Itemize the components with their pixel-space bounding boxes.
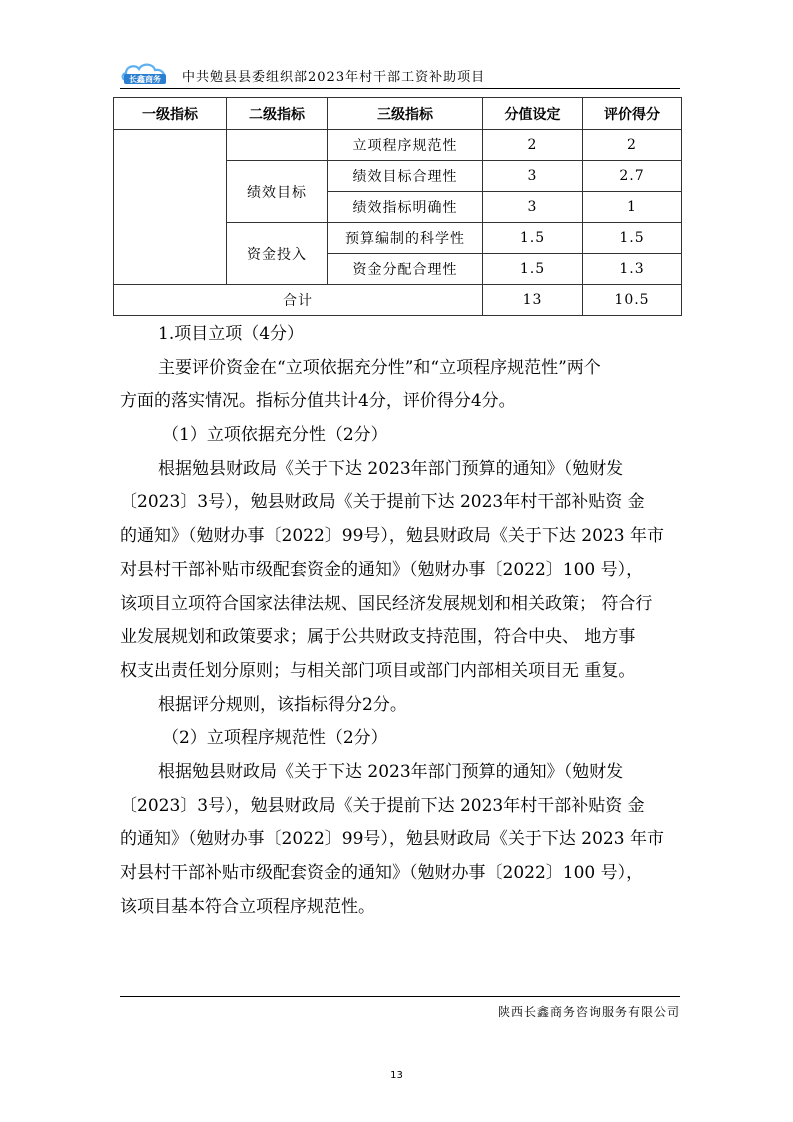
indicator-cell: 资金分配合理性 [328,254,483,285]
body-text [120,318,685,924]
body-line: 〔2023〕3号），勉县财政局《关于提前下达 2023年村干部补贴资 金 [120,492,645,513]
header-divider [120,88,680,89]
level2-cell: 资金投入 [227,223,328,285]
footer-company: 陕西长鑫商务咨询服务有限公司 [497,1005,680,1019]
score-set-cell: 1.5 [483,254,583,285]
total-score-set-cell: 13 [483,285,583,316]
body-line: 的通知》（勉财办事〔2022〕99号），勉县财政局《关于下达 2023 年市 [120,526,664,547]
body-line: 对县村干部补贴市级配套资金的通知》（勉财办事〔2022〕100 号）， [120,863,644,883]
table-total-row [114,285,682,316]
level2-cell: 绩效目标 [227,161,328,223]
body-line: 1.项目立项（4分） [158,324,305,344]
score-set-cell: 3 [483,161,583,192]
table-row [114,130,682,161]
score-get-cell: 1.5 [583,223,682,254]
column-header: 一级指标 [114,98,227,130]
score-set-cell: 1.5 [483,223,583,254]
score-get-cell: 1.3 [583,254,682,285]
indicator-cell: 立项程序规范性 [328,130,483,161]
body-line: 权支出责任划分原则；与相关部门项目或部门内部相关项目无 重复。 [120,660,636,681]
body-line: 业发展规划和政策要求；属于公共财政支持范围，符合中央、 地方事 [120,627,636,648]
column-header: 三级指标 [328,98,483,130]
body-line: （1）立项依据充分性（2分） [162,425,388,446]
body-line: （2）立项程序规范性（2分） [162,728,388,749]
body-line: 该项目基本符合立项程序规范性。 [120,896,375,917]
header-title: 中共勉县县委组织部2023年村干部工资补助项目 [182,70,486,85]
column-header: 二级指标 [227,98,328,130]
table-header-row [114,98,682,130]
indicator-cell: 绩效指标明确性 [328,192,483,223]
score-get-cell: 1 [583,192,682,223]
page-number: 13 [390,1070,403,1081]
total-score-get-cell: 10.5 [583,285,682,316]
score-table [113,97,682,316]
body-line: 主要评价资金在“立项依据充分性”和“立项程序规范性”两个 [158,357,601,378]
score-get-cell: 2.7 [583,161,682,192]
indicator-cell: 预算编制的科学性 [328,223,483,254]
total-label-cell: 合计 [114,285,483,316]
column-header: 评价得分 [583,98,682,130]
body-line: 的通知》（勉财办事〔2022〕99号），勉县财政局《关于下达 2023 年市 [120,829,664,850]
level2-cell [227,130,328,161]
page-header [120,60,680,88]
body-line: 根据评分规则，该指标得分2分。 [158,694,407,715]
score-set-cell: 3 [483,192,583,223]
body-line: 〔2023〕3号），勉县财政局《关于提前下达 2023年村干部补贴资 金 [120,795,645,816]
score-get-cell: 2 [583,130,682,161]
footer-divider [120,996,680,997]
svg-text:长鑫商务: 长鑫商务 [129,75,161,84]
body-line: 根据勉县财政局《关于下达 2023年部门预算的通知》（勉财发 [158,458,624,479]
body-line: 对县村干部补贴市级配套资金的通知》（勉财办事〔2022〕100 号）， [120,559,644,580]
level1-cell [114,130,227,285]
indicator-cell: 绩效目标合理性 [328,161,483,192]
body-line: 方面的落实情况。指标分值共计4分，评价得分4分。 [120,391,516,412]
company-logo-icon [120,60,170,86]
body-line: 根据勉县财政局《关于下达 2023年部门预算的通知》（勉财发 [158,761,624,782]
score-set-cell: 2 [483,130,583,161]
body-line: 该项目立项符合国家法律法规、国民经济发展规划和相关政策； 符合行 [120,593,653,614]
column-header: 分值设定 [483,98,583,130]
